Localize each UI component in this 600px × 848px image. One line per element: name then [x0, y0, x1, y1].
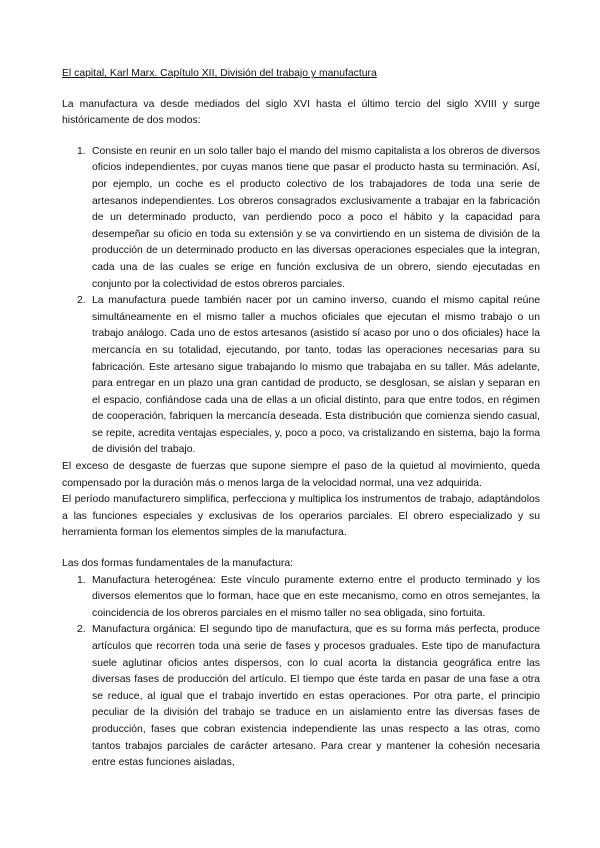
list-item-text: Manufactura orgánica: El segundo tipo de manufactura, que es su forma más perfecta, produce artículos que recorren toda una serie de fases y procesos graduales. Este tipo de manufactura suele aglutinar oficios antes dispersos, con lo cual acorta la distancia geográfica entre las diversas fases de producción del artículo. El tiempo que éste tarda en pasar de una fase a otra se reduce, al igual que el trabajo invertido en estas operaciones. Por otra parte, el principio peculiar de la división del trabajo se traduce en un aislamiento entre las diversas fases de producción, fases que cobran existencia independiente las unas respecto a las otras, como tantos trabajos parciales de carácter artesano. Para crear y mantener la cohesión necesaria entre estas funciones aisladas,: [92, 624, 540, 769]
list-number: 1.: [77, 145, 86, 157]
list-item: [62, 144, 540, 293]
paragraph-instruments: El período manufacturero simplifica, perfecciona y multiplica los instrumentos de trabajo, adaptándolos a las funciones especiales y exclusivas de los operarios parciales. El obrero especializado y su herramienta forman los elementos simples de la manufactura.: [62, 494, 540, 539]
paragraph-effort: El exceso de desgaste de fuerzas que supone siempre el paso de la quietud al movimiento, queda compensado por la duración más o menos larga de la velocidad normal, una vez adquirida.: [62, 461, 540, 489]
manufacture-forms-list: [62, 573, 540, 772]
list-item-text: Consiste en reunir en un solo taller bajo el mando del mismo capitalista a los obreros de diversos oficios independientes, por cuyas manos tiene que pasar el producto hasta su terminación. Así, por ejemplo, un coche es el producto colectivo de los trabajadores de toda una serie de artesanos independientes. Los obreros consagrados exclusivamente a trabajar en la fabricación de un determinado producto, van perdiendo poco a poco el hábito y la capacidad para desempeñar su oficio en toda su extensión y se va convirtiendo en un sistema de división de la producción de un determinado producto en las diversas operaciones especiales que la integran, cada una de las cuales se erige en función exclusiva de un obrero, siendo ejecutadas en conjunto por la colectividad de estos obreros parciales.: [92, 145, 540, 290]
list-item-text: Manufactura heterogénea: Este vínculo puramente externo entre el producto terminado y los diversos elementos que lo forman, hace que en este mecanismo, como en otros semejantes, la coincidencia de los obreros parciales en el mismo taller no sea obligada, sino fortuita.: [92, 574, 540, 619]
intro-paragraph: La manufactura va desde mediados del siglo XVI hasta el último tercio del siglo XVIII y surge históricamente de dos modos:: [62, 98, 540, 127]
origin-modes-list: [62, 144, 540, 459]
list-item: [62, 293, 540, 459]
list-number: 2.: [77, 295, 86, 307]
list-number: 2.: [77, 624, 86, 636]
forms-heading: Las dos formas fundamentales de la manufactura:: [62, 558, 294, 570]
list-number: 1.: [77, 574, 86, 586]
document-title: El capital, Karl Marx. Capítulo XII, División del trabajo y manufactura: [62, 68, 377, 79]
list-item: [62, 622, 540, 771]
list-item-text: La manufactura puede también nacer por un camino inverso, cuando el mismo capital reúne simultáneamente en el mismo taller a muchos oficiales que ejecutan el mismo trabajo o un trabajo análogo. Cada uno de estos artesanos (asistido sí acaso por uno o dos oficiales) hace la mercancía en su totalidad, ejecutando, por tanto, todas las operaciones necesarias para su fabricación. Este artesano sigue trabajando lo mismo que trabajaba en su taller. Más adelante, para entregar en un plazo una gran cantidad de producto, se desglosan, se aíslan y separan en el espacio, confiándose cada una de ellas a un oficial distinto, para que entre todos, en régimen de cooperación, fabriquen la mercancía deseada. Esta distribución que comienza siendo casual, se repite, acredita ventajas especiales, y, poco a poco, va cristalizando en sistema, bajo la forma de división del trabajo.: [92, 295, 540, 456]
list-item: [62, 573, 540, 623]
document-page: [62, 66, 540, 772]
